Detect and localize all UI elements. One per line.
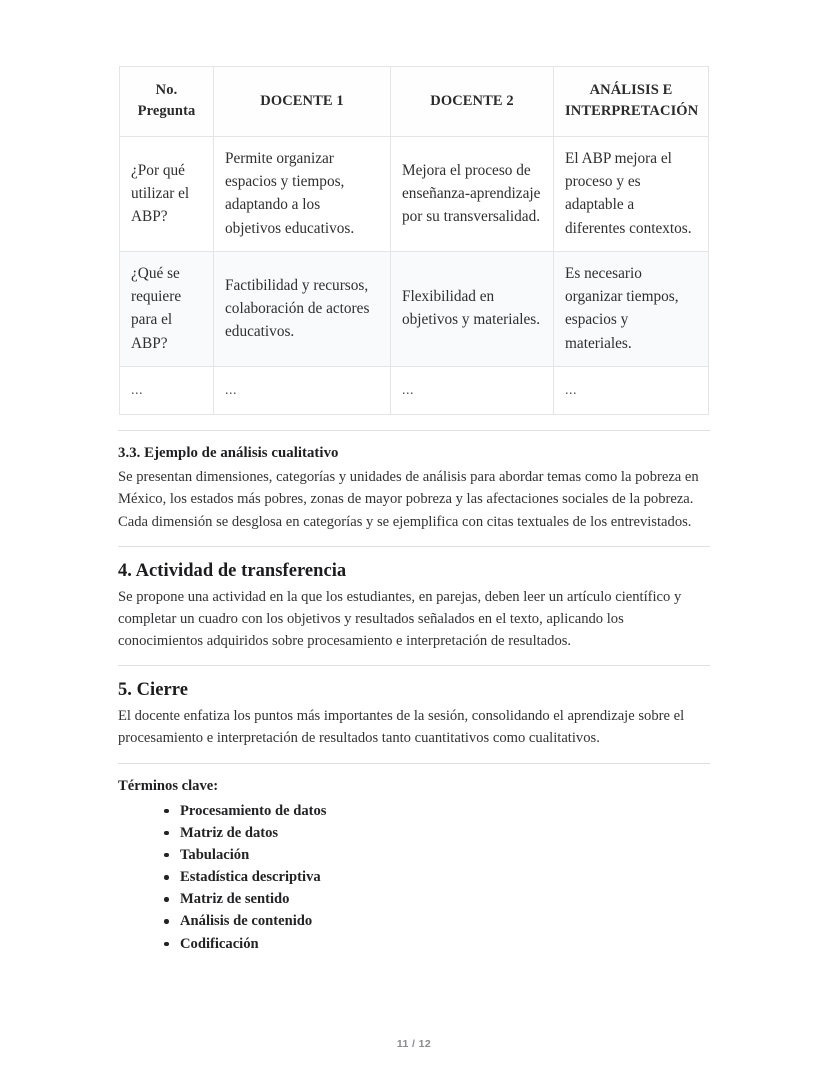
list-item: Matriz de datos (164, 824, 710, 843)
paragraph-qualitative-example: Se presentan dimensiones, categorías y unidades de análisis para abordar temas como la pobreza en México, los estados más pobres, zonas de mayor pobreza y las afectaciones sociales de la pobreza. Cada dimensión se desglosa en categorías y se ejemplifica con citas textuales de los entrevistados. (118, 469, 699, 530)
table-row-ellipsis (120, 366, 709, 414)
section-divider (118, 430, 710, 431)
cell-question: ... (120, 366, 214, 414)
section-divider (118, 763, 710, 764)
list-item: Codificación (164, 935, 710, 954)
table-header-row (120, 67, 709, 137)
cell-analisis: El ABP mejora el proceso y es adaptable a diferentes contextos. (554, 136, 709, 251)
column-header-analisis: ANÁLISIS E INTERPRETACIÓN (554, 67, 709, 137)
table-row (120, 136, 709, 251)
table-body (120, 136, 709, 414)
column-header-question: No. Pregunta (120, 67, 214, 137)
table-header (120, 67, 709, 137)
cell-question: ¿Por qué utilizar el ABP? (120, 136, 214, 251)
cell-analisis: ... (554, 366, 709, 414)
cell-docente-1: Factibilidad y recursos, colaboración de actores educativos. (214, 251, 391, 366)
list-item: Tabulación (164, 846, 710, 865)
heading-qualitative-example: 3.3. Ejemplo de análisis cualitativo (118, 445, 339, 462)
cell-question: ¿Qué se requiere para el ABP? (120, 251, 214, 366)
cell-analisis: Es necesario organizar tiempos, espacios y materiales. (554, 251, 709, 366)
list-item: Análisis de contenido (164, 912, 710, 931)
heading-key-terms: Términos clave: (118, 777, 219, 794)
heading-closing: 5. Cierre (118, 680, 188, 701)
cell-docente-1: Permite organizar espacios y tiempos, adaptando a los objetivos educativos. (214, 136, 391, 251)
paragraph-closing: El docente enfatiza los puntos más importantes de la sesión, consolidando el aprendizaje sobre el procesamiento e interpretación de resultados tanto cuantitativos como cualitativos. (118, 708, 685, 747)
cell-docente-2: Flexibilidad en objetivos y materiales. (391, 251, 554, 366)
table-row (120, 251, 709, 366)
key-terms-list (118, 802, 710, 954)
section-divider (118, 546, 710, 547)
cell-docente-2: Mejora el proceso de enseñanza-aprendizaje por su transversalidad. (391, 136, 554, 251)
section-divider (118, 665, 710, 666)
heading-transfer-activity: 4. Actividad de transferencia (118, 560, 347, 581)
page-content (118, 66, 710, 957)
cell-docente-1: ... (214, 366, 391, 414)
column-header-docente-1: DOCENTE 1 (214, 67, 391, 137)
column-header-docente-2: DOCENTE 2 (391, 67, 554, 137)
cell-docente-2: ... (391, 366, 554, 414)
paragraph-transfer-activity: Se propone una actividad en la que los estudiantes, en parejas, deben leer un artículo científico y completar un cuadro con los objetivos y resultados señalados en el texto, aplicando los conocimientos adquiridos sobre procesamiento e interpretación de resultados. (118, 588, 682, 650)
list-item: Procesamiento de datos (164, 802, 710, 821)
qualitative-analysis-table (119, 66, 709, 415)
page-number-footer: 11 / 12 (396, 1038, 432, 1050)
list-item: Matriz de sentido (164, 890, 710, 909)
list-item: Estadística descriptiva (164, 868, 710, 887)
